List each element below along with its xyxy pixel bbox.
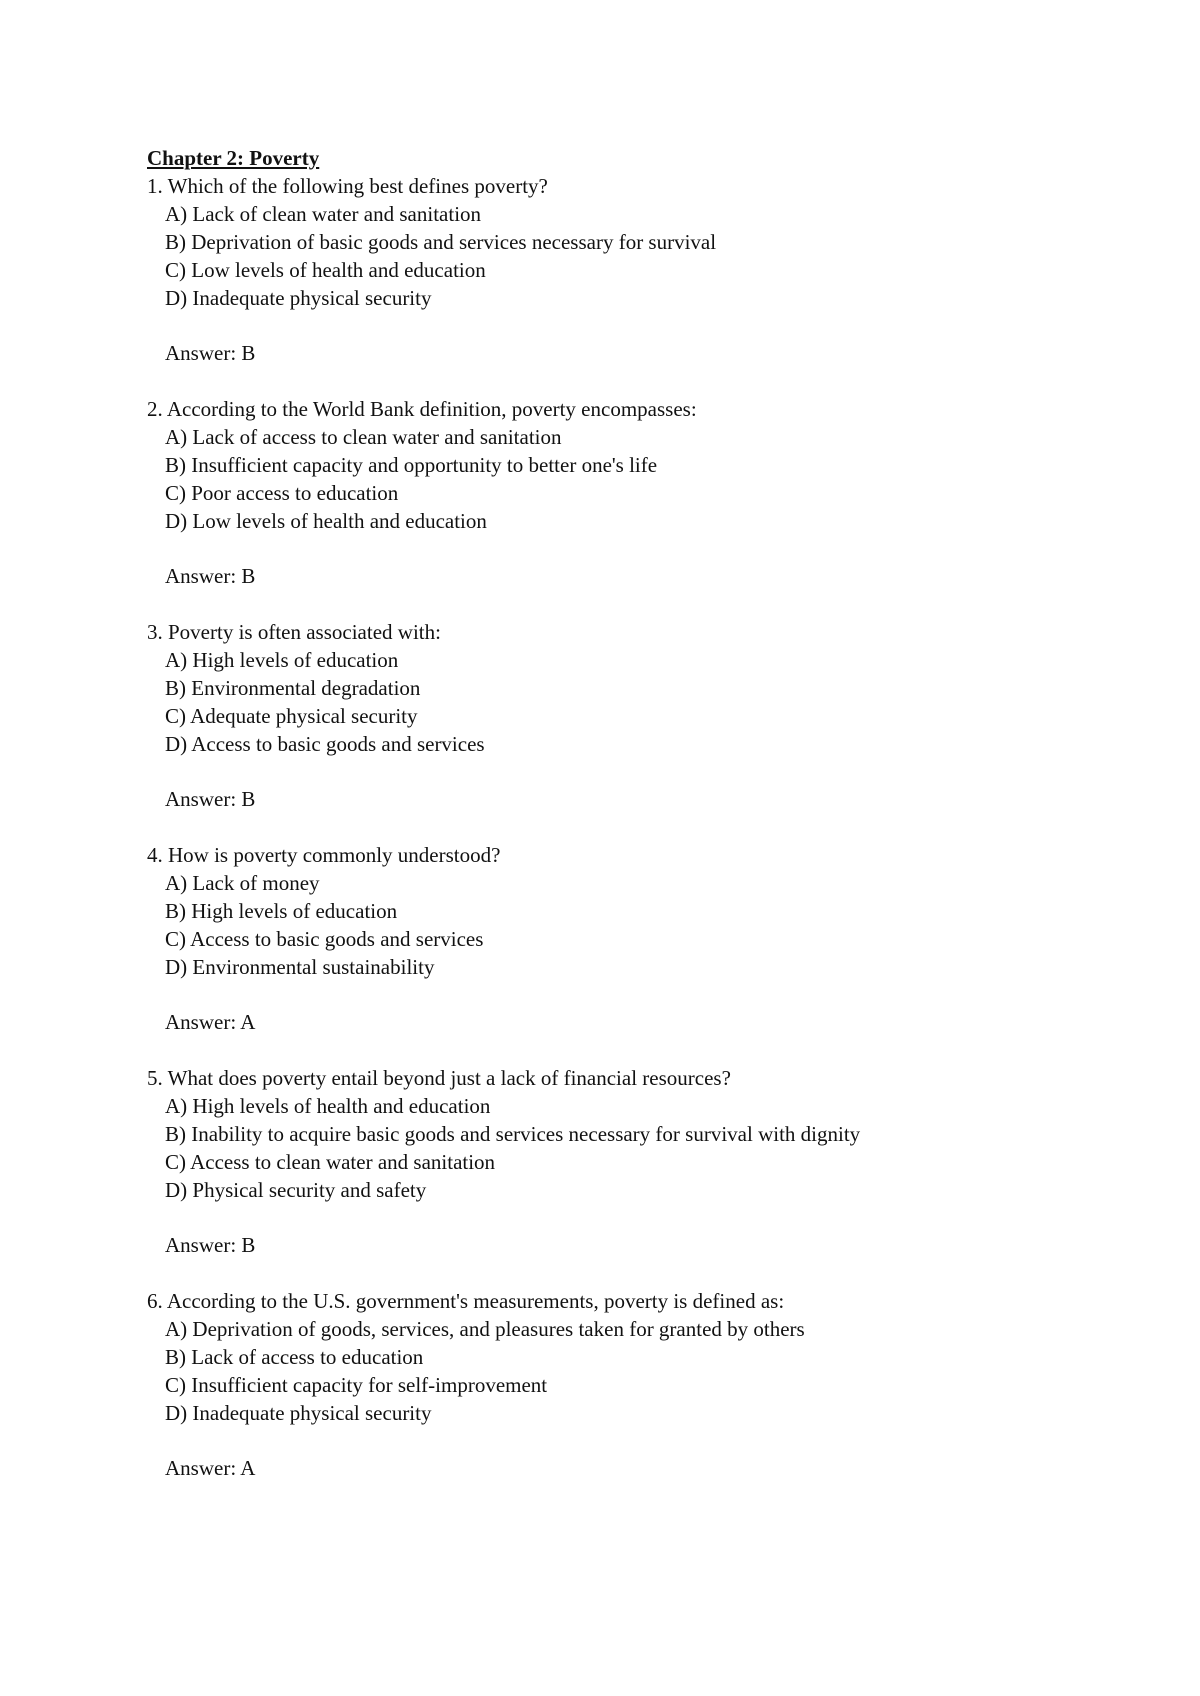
- option-d: D) Inadequate physical security: [165, 286, 432, 310]
- option-b: B) Insufficient capacity and opportunity to better one's life: [165, 453, 658, 477]
- option-a: A) Lack of money: [165, 871, 320, 895]
- answer-line: Answer: B: [165, 564, 256, 588]
- question-5: [147, 1064, 1107, 1259]
- option-b: B) Environmental degradation: [165, 676, 421, 700]
- option-d: D) Inadequate physical security: [165, 1401, 432, 1425]
- answer-line: Answer: B: [165, 341, 256, 365]
- option-c: C) Access to clean water and sanitation: [165, 1150, 496, 1174]
- question-text: 3. Poverty is often associated with:: [147, 620, 441, 644]
- option-b: B) Inability to acquire basic goods and services necessary for survival with dignity: [165, 1122, 861, 1146]
- option-d: D) Access to basic goods and services: [165, 732, 485, 756]
- question-2: [147, 395, 1107, 590]
- option-c: C) Access to basic goods and services: [165, 927, 484, 951]
- option-c: C) Poor access to education: [165, 481, 399, 505]
- question-text: 5. What does poverty entail beyond just a lack of financial resources?: [147, 1066, 731, 1090]
- option-b: B) Lack of access to education: [165, 1345, 424, 1369]
- option-d: D) Environmental sustainability: [165, 955, 435, 979]
- option-c: C) Insufficient capacity for self-improvement: [165, 1373, 548, 1397]
- question-text: 1. Which of the following best defines poverty?: [147, 174, 548, 198]
- option-c: C) Low levels of health and education: [165, 258, 486, 282]
- option-b: B) High levels of education: [165, 899, 398, 923]
- question-text: 4. How is poverty commonly understood?: [147, 843, 501, 867]
- answer-line: Answer: A: [165, 1456, 256, 1480]
- question-text: 6. According to the U.S. government's measurements, poverty is defined as:: [147, 1289, 785, 1313]
- option-d: D) Low levels of health and education: [165, 509, 487, 533]
- question-4: [147, 841, 1107, 1036]
- answer-line: Answer: A: [165, 1010, 256, 1034]
- question-1: [147, 172, 1107, 367]
- option-a: A) High levels of education: [165, 648, 399, 672]
- option-b: B) Deprivation of basic goods and services necessary for survival: [165, 230, 717, 254]
- answer-line: Answer: B: [165, 787, 256, 811]
- chapter-title: Chapter 2: Poverty: [147, 146, 320, 170]
- option-a: A) Deprivation of goods, services, and pleasures taken for granted by others: [165, 1317, 805, 1341]
- question-6: [147, 1287, 1107, 1482]
- option-d: D) Physical security and safety: [165, 1178, 427, 1202]
- question-3: [147, 618, 1107, 813]
- document-content: [147, 144, 1107, 1510]
- option-a: A) Lack of clean water and sanitation: [165, 202, 482, 226]
- question-text: 2. According to the World Bank definition, poverty encompasses:: [147, 397, 697, 421]
- answer-line: Answer: B: [165, 1233, 256, 1257]
- option-c: C) Adequate physical security: [165, 704, 418, 728]
- option-a: A) High levels of health and education: [165, 1094, 491, 1118]
- option-a: A) Lack of access to clean water and sanitation: [165, 425, 562, 449]
